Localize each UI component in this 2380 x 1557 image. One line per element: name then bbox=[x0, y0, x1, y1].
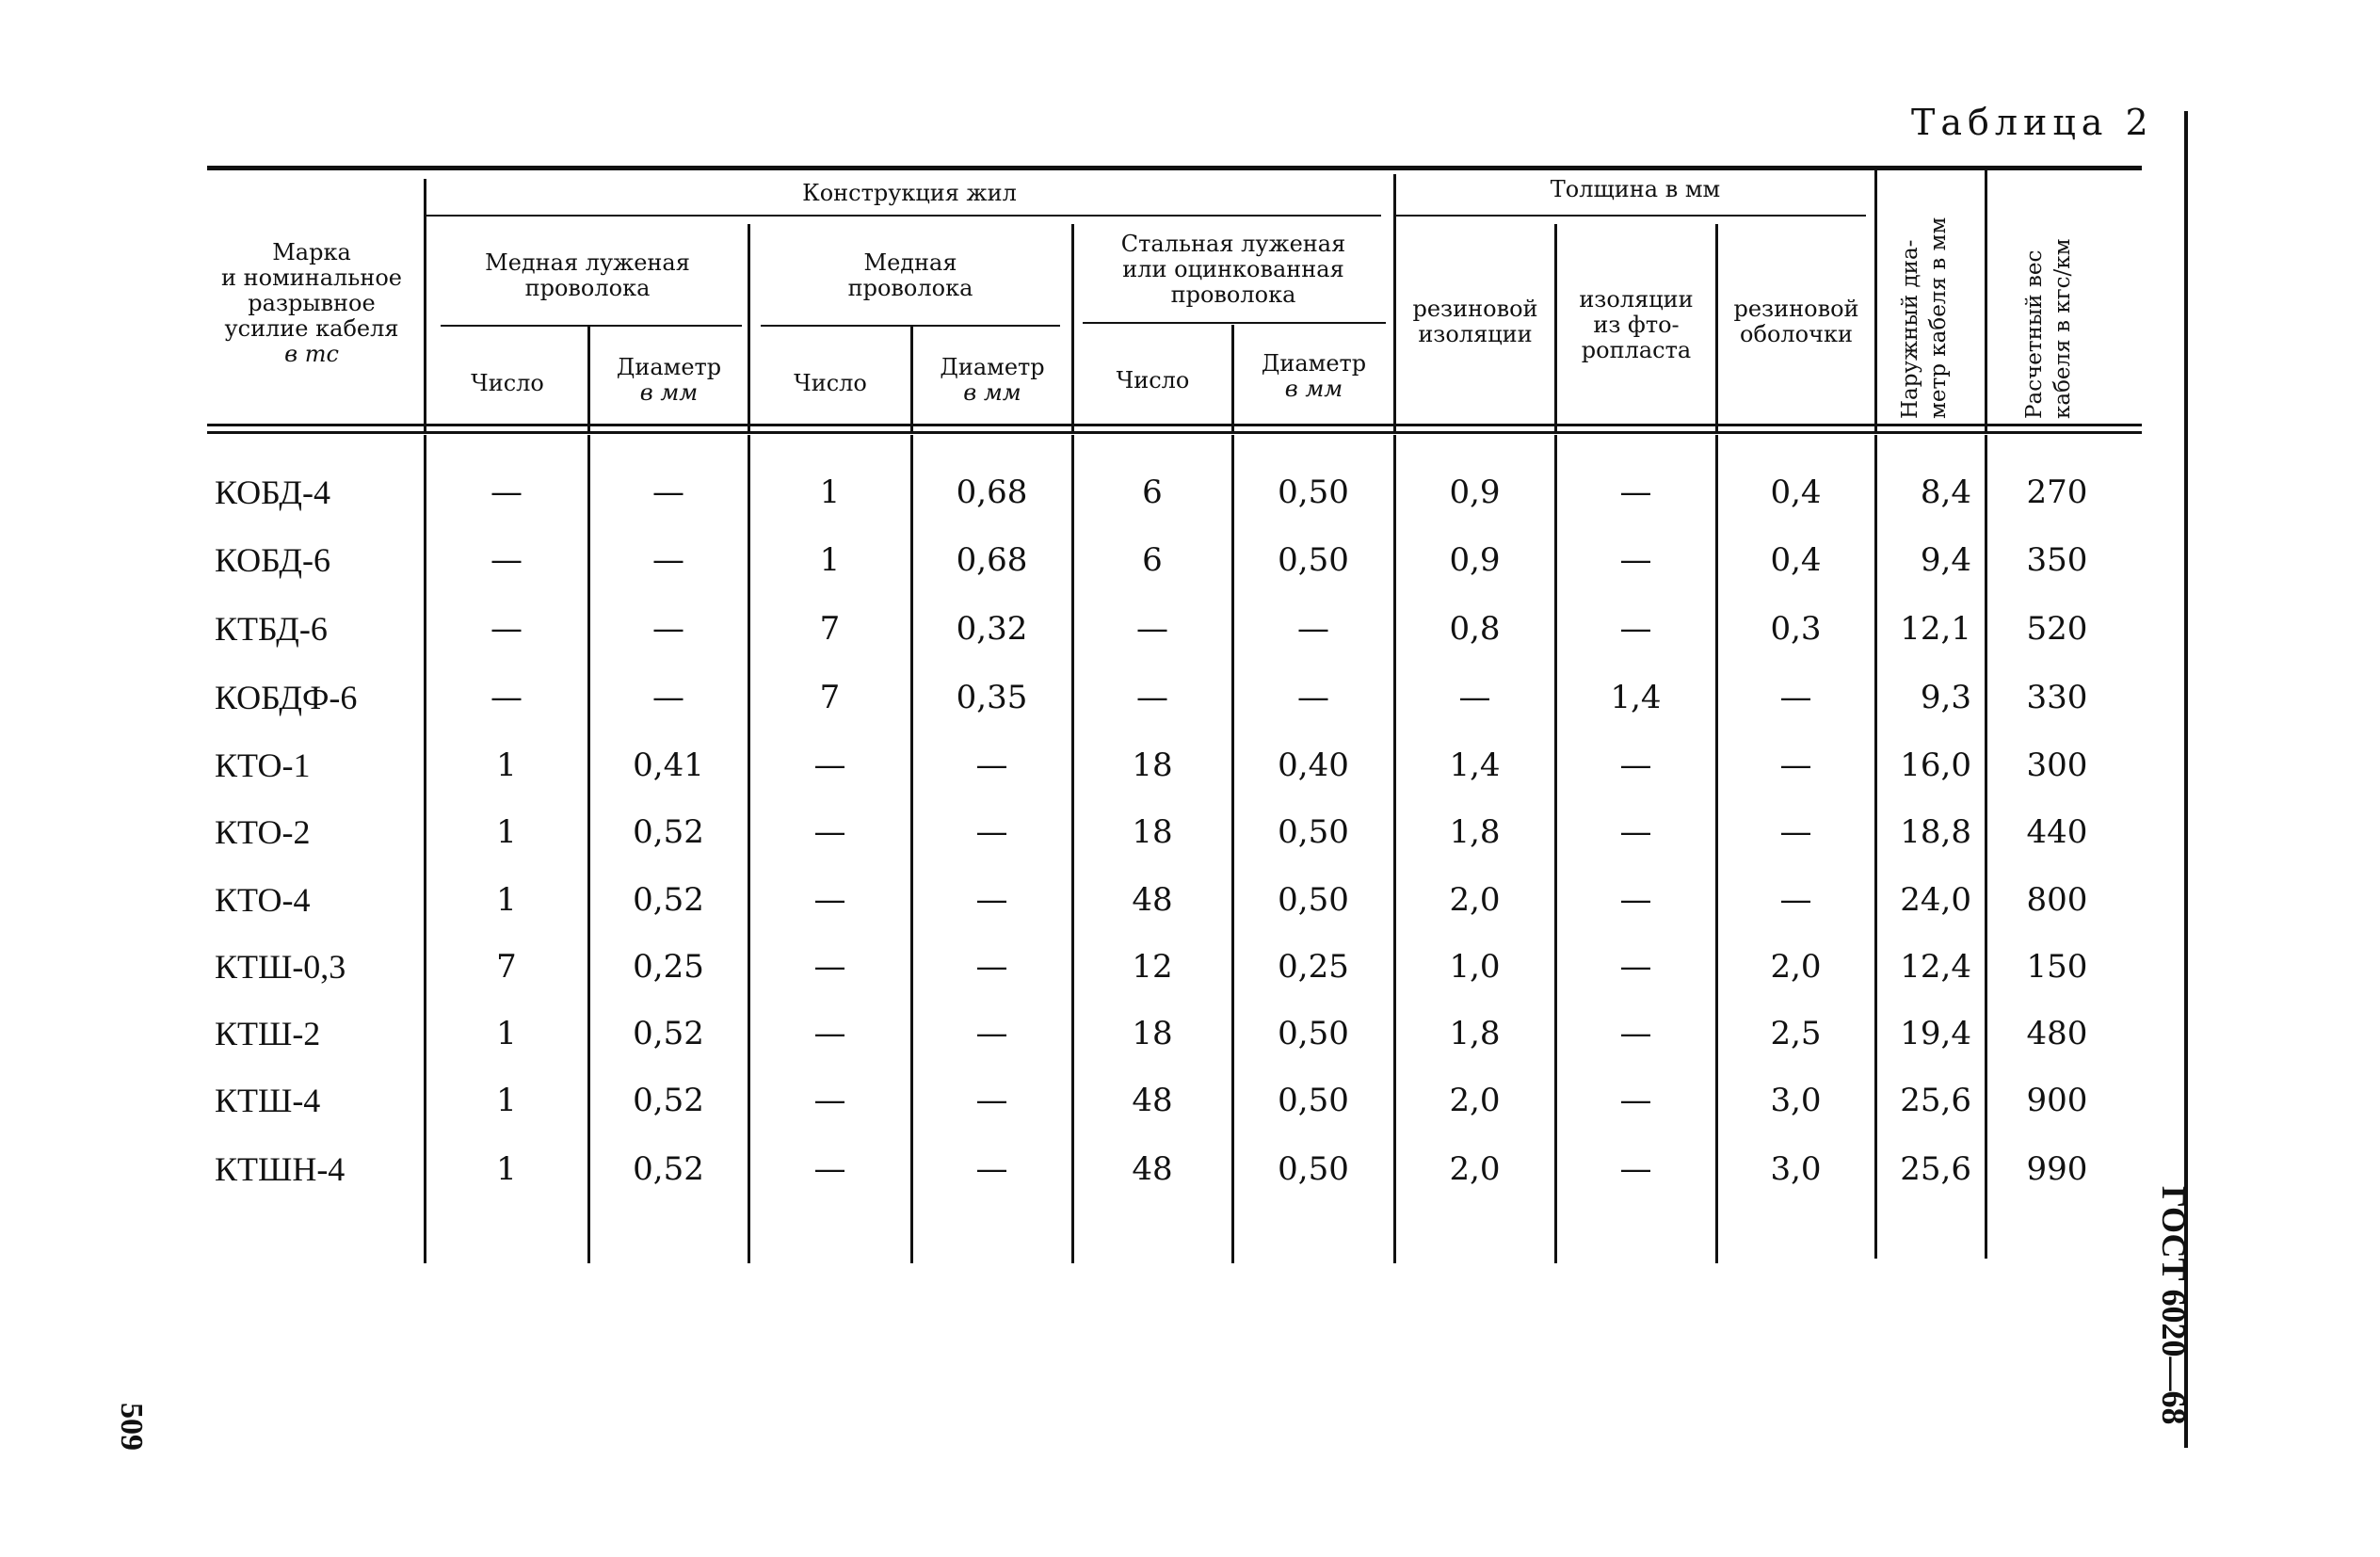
cable-brand-cell: КТШ-0,3 bbox=[215, 948, 346, 986]
table-cell: 0,3 bbox=[1770, 610, 1822, 648]
cable-brand-cell: КОБДФ-6 bbox=[215, 679, 358, 716]
table-cell: 7 bbox=[819, 679, 841, 716]
table-cell: — bbox=[975, 813, 1008, 851]
table-cell: 9,3 bbox=[1920, 679, 1971, 716]
table-cell: — bbox=[1136, 610, 1168, 648]
table-cell: — bbox=[1619, 541, 1652, 579]
table-cell: — bbox=[1136, 679, 1168, 716]
table-cell: 0,4 bbox=[1770, 541, 1822, 579]
table-cell: 48 bbox=[1132, 1082, 1173, 1119]
table-cell: 0,52 bbox=[633, 1082, 704, 1119]
table-cell: 0,68 bbox=[956, 541, 1028, 579]
table-cell: 6 bbox=[1142, 474, 1163, 511]
table-cell: — bbox=[975, 881, 1008, 919]
table-cell: — bbox=[490, 679, 523, 716]
table-cell: — bbox=[813, 813, 846, 851]
table-cell: 2,0 bbox=[1449, 1082, 1501, 1119]
table-cell: 6 bbox=[1142, 541, 1163, 579]
table-cell: 1 bbox=[496, 813, 517, 851]
cable-brand-cell: КТШ-4 bbox=[215, 1082, 321, 1119]
table-cell: 0,50 bbox=[1278, 813, 1349, 851]
table-cell: 24,0 bbox=[1900, 881, 1971, 919]
table-cell: — bbox=[1619, 813, 1652, 851]
table-cell: 2,0 bbox=[1770, 948, 1822, 986]
table-cell: — bbox=[1297, 679, 1329, 716]
table-cell: 0,50 bbox=[1278, 1015, 1349, 1052]
table-cell: 1 bbox=[496, 1082, 517, 1119]
header-weight: Расчетный вес кабеля в кгс/км bbox=[2022, 238, 2075, 419]
table-cell: 0,41 bbox=[633, 746, 704, 784]
cable-brand-cell: КТШН-4 bbox=[215, 1150, 346, 1188]
table-cell: 1 bbox=[819, 541, 841, 579]
table-cell: 0,50 bbox=[1278, 541, 1349, 579]
table-cell: 270 bbox=[2026, 474, 2088, 511]
table-cell: 18,8 bbox=[1900, 813, 1971, 851]
table-cell: 3,0 bbox=[1770, 1150, 1822, 1188]
header-steel: Стальная луженая или оцинкованная проволока bbox=[1120, 231, 1346, 308]
table-cell: 150 bbox=[2026, 948, 2088, 986]
table-cell: 2,0 bbox=[1449, 881, 1501, 919]
header-count-2: Число bbox=[794, 370, 867, 396]
table-cell: 25,6 bbox=[1900, 1150, 1971, 1188]
table-cell: 0,50 bbox=[1278, 474, 1349, 511]
table-cell: — bbox=[1779, 881, 1812, 919]
table-cell: 12 bbox=[1132, 948, 1173, 986]
standard-label: ГОСТ 6020—68 bbox=[2155, 1186, 2193, 1425]
table-cell: — bbox=[1619, 746, 1652, 784]
cable-brand-cell: КТО-4 bbox=[215, 881, 311, 919]
header-brand: Марка и номинальное разрывное усилие кабеля в тс bbox=[221, 239, 402, 367]
table-cell: 1 bbox=[496, 1150, 517, 1188]
table-cell: 0,50 bbox=[1278, 881, 1349, 919]
header-diameter-3: Диаметр в мм bbox=[1261, 350, 1367, 402]
cable-brand-cell: КТО-1 bbox=[215, 746, 311, 784]
table-cell: — bbox=[1619, 1082, 1652, 1119]
table-cell: 16,0 bbox=[1900, 746, 1971, 784]
table-cell: 0,8 bbox=[1449, 610, 1501, 648]
page-number: 509 bbox=[114, 1403, 149, 1451]
table-cell: 1,0 bbox=[1449, 948, 1501, 986]
table-cell: — bbox=[490, 541, 523, 579]
header-thickness: Толщина в мм bbox=[1550, 176, 1721, 202]
cable-brand-cell: КТБД-6 bbox=[215, 610, 328, 648]
table-cell: — bbox=[1619, 1015, 1652, 1052]
table-cell: 300 bbox=[2026, 746, 2088, 784]
table-cell: — bbox=[652, 610, 684, 648]
header-rubber-sheath: резиновой оболочки bbox=[1733, 296, 1859, 347]
table-cell: — bbox=[813, 1015, 846, 1052]
table-cell: 0,9 bbox=[1449, 541, 1501, 579]
table-cell: — bbox=[1619, 474, 1652, 511]
table-cell: 1,8 bbox=[1449, 813, 1501, 851]
table-cell: 800 bbox=[2026, 881, 2088, 919]
table-cell: 0,35 bbox=[956, 679, 1028, 716]
table-cell: 0,52 bbox=[633, 1150, 704, 1188]
table-cell: 350 bbox=[2026, 541, 2088, 579]
table-cell: 7 bbox=[496, 948, 517, 986]
table-cell: 0,52 bbox=[633, 881, 704, 919]
header-copper: Медная проволока bbox=[847, 249, 973, 301]
header-count-3: Число bbox=[1116, 367, 1190, 393]
table-cell: — bbox=[1619, 948, 1652, 986]
table-cell: 330 bbox=[2026, 679, 2088, 716]
table-cell: 1 bbox=[496, 746, 517, 784]
table-cell: — bbox=[813, 948, 846, 986]
table-cell: 3,0 bbox=[1770, 1082, 1822, 1119]
table-cell: — bbox=[1779, 746, 1812, 784]
table-cell: 1,8 bbox=[1449, 1015, 1501, 1052]
table-cell: — bbox=[652, 679, 684, 716]
table-cell: 48 bbox=[1132, 881, 1173, 919]
table-cell: 1,4 bbox=[1449, 746, 1501, 784]
cable-brand-cell: КТШ-2 bbox=[215, 1015, 321, 1052]
table-cell: 2,0 bbox=[1449, 1150, 1501, 1188]
table-cell: — bbox=[1619, 610, 1652, 648]
header-count-1: Число bbox=[471, 370, 544, 396]
table-cell: 0,25 bbox=[633, 948, 704, 986]
cable-brand-cell: КОБД-4 bbox=[215, 474, 330, 511]
header-diameter-2: Диаметр в мм bbox=[940, 354, 1045, 406]
table-cell: 1 bbox=[819, 474, 841, 511]
table-cell: 0,9 bbox=[1449, 474, 1501, 511]
header-fluoro-insulation: изоляции из фто- ропласта bbox=[1579, 286, 1694, 363]
table-cell: — bbox=[1297, 610, 1329, 648]
table-cell: 0,50 bbox=[1278, 1150, 1349, 1188]
cable-brand-cell: КТО-2 bbox=[215, 813, 311, 851]
header-copper-tinned: Медная луженая проволока bbox=[485, 249, 690, 301]
cable-brand-cell: КОБД-6 bbox=[215, 541, 330, 579]
table-cell: — bbox=[652, 474, 684, 511]
table-cell: 1,4 bbox=[1610, 679, 1662, 716]
table-cell: 440 bbox=[2026, 813, 2088, 851]
header-construction: Конструкция жил bbox=[802, 180, 1017, 206]
table-cell: — bbox=[1779, 813, 1812, 851]
table-cell: 18 bbox=[1132, 746, 1173, 784]
table-cell: 900 bbox=[2026, 1082, 2088, 1119]
table-cell: — bbox=[490, 610, 523, 648]
table-cell: — bbox=[813, 1150, 846, 1188]
table-cell: 0,40 bbox=[1278, 746, 1349, 784]
header-outer-diameter: Наружный диа- метр кабеля в мм bbox=[1898, 217, 1951, 419]
table-cell: — bbox=[975, 1150, 1008, 1188]
table-cell: 8,4 bbox=[1920, 474, 1971, 511]
table-cell: 0,68 bbox=[956, 474, 1028, 511]
table-cell: 0,50 bbox=[1278, 1082, 1349, 1119]
table-cell: — bbox=[813, 746, 846, 784]
header-rubber-insulation: резиновой изоляции bbox=[1412, 296, 1538, 347]
table-cell: — bbox=[490, 474, 523, 511]
header-diameter-1: Диаметр в мм bbox=[616, 354, 722, 406]
table-cell: 990 bbox=[2026, 1150, 2088, 1188]
table-cell: 9,4 bbox=[1920, 541, 1971, 579]
table-cell: — bbox=[1779, 679, 1812, 716]
table-cell: 1 bbox=[496, 1015, 517, 1052]
table-cell: 18 bbox=[1132, 1015, 1173, 1052]
table-cell: 25,6 bbox=[1900, 1082, 1971, 1119]
table-cell: — bbox=[1458, 679, 1491, 716]
table-cell: 1 bbox=[496, 881, 517, 919]
table-cell: — bbox=[1619, 1150, 1652, 1188]
table-cell: — bbox=[975, 1082, 1008, 1119]
table-cell: — bbox=[975, 948, 1008, 986]
table-cell: 520 bbox=[2026, 610, 2088, 648]
table-cell: — bbox=[975, 1015, 1008, 1052]
table-cell: — bbox=[975, 746, 1008, 784]
table-cell: 0,4 bbox=[1770, 474, 1822, 511]
table-cell: 12,4 bbox=[1900, 948, 1971, 986]
table-cell: 0,52 bbox=[633, 813, 704, 851]
table-cell: 48 bbox=[1132, 1150, 1173, 1188]
table-cell: 0,25 bbox=[1278, 948, 1349, 986]
table-cell: 2,5 bbox=[1770, 1015, 1822, 1052]
table-cell: — bbox=[652, 541, 684, 579]
table-cell: 12,1 bbox=[1900, 610, 1971, 648]
table-cell: — bbox=[813, 1082, 846, 1119]
table-cell: 480 bbox=[2026, 1015, 2088, 1052]
table-cell: 0,32 bbox=[956, 610, 1028, 648]
table-cell: — bbox=[1619, 881, 1652, 919]
table-cell: — bbox=[813, 881, 846, 919]
table-cell: 19,4 bbox=[1900, 1015, 1971, 1052]
table-cell: 7 bbox=[819, 610, 841, 648]
table-caption: Таблица 2 bbox=[1911, 102, 2154, 143]
table-cell: 0,52 bbox=[633, 1015, 704, 1052]
table-cell: 18 bbox=[1132, 813, 1173, 851]
